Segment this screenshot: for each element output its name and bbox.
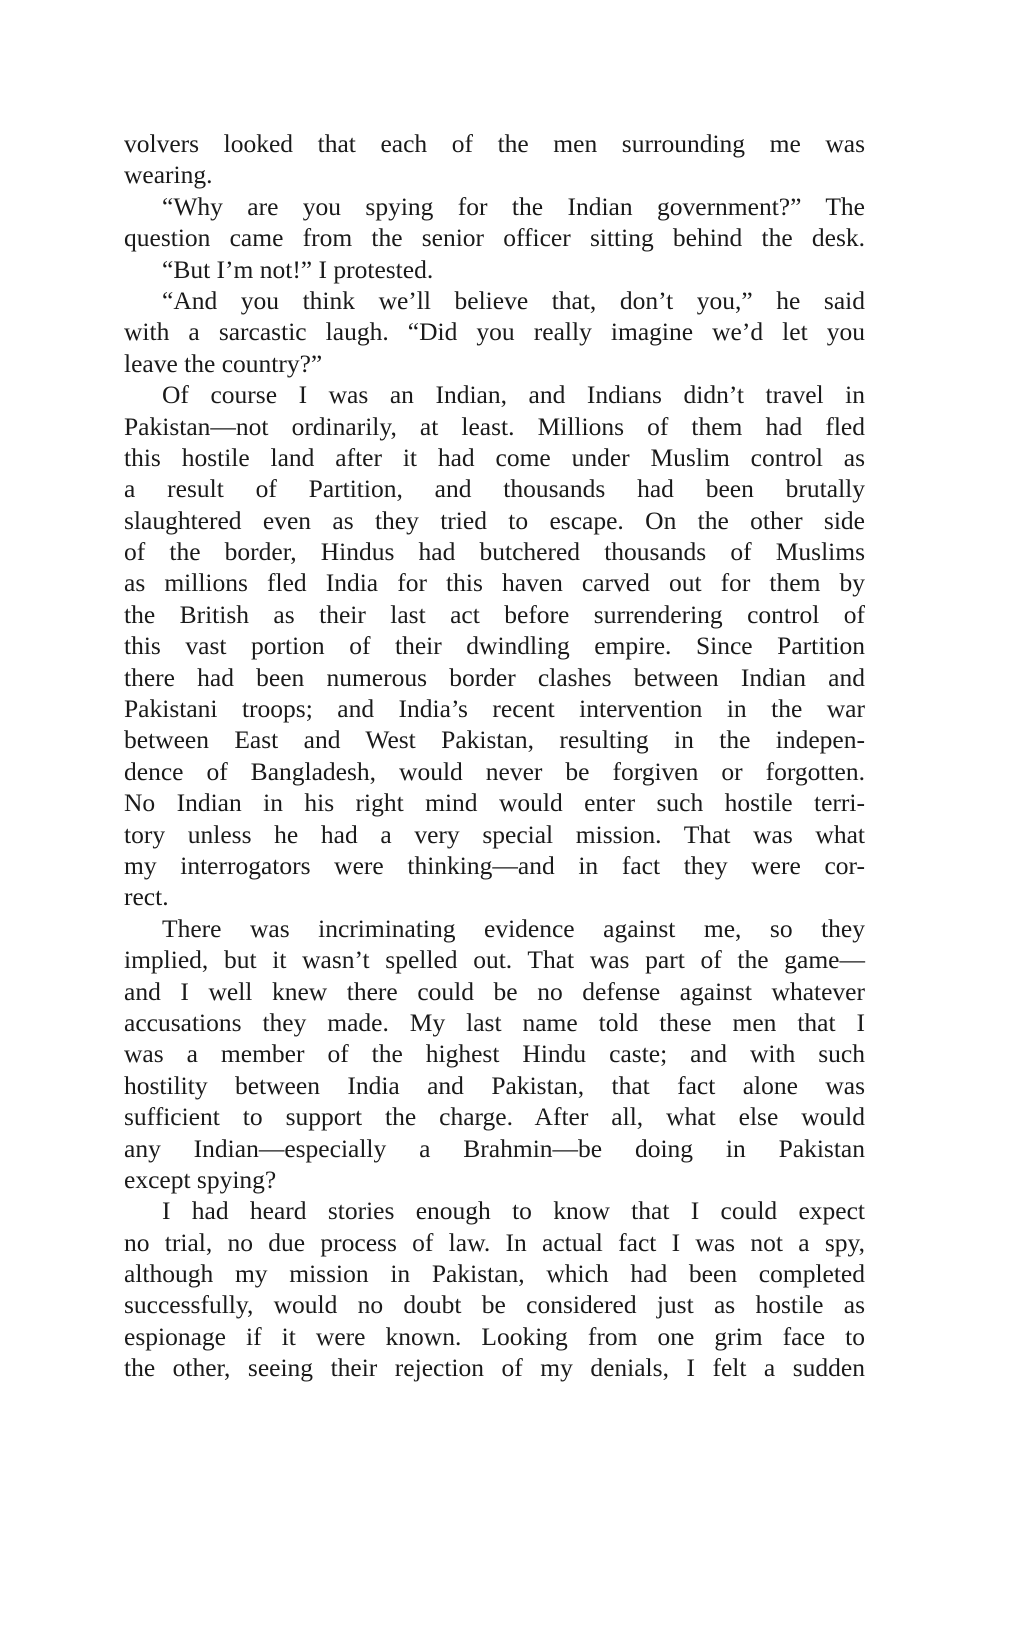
text-line: my interrogators were thinking—and in fact they were cor- <box>124 850 865 880</box>
text-line: “And you think we’ll believe that, don’t you,” he said <box>162 285 865 315</box>
text-line: “But I’m not!” I protested. <box>162 254 434 284</box>
text-line: between East and West Pakistan, resulting in the indepen- <box>124 725 865 755</box>
text-line: There was incriminating evidence against me, so they <box>162 913 865 943</box>
text-line: of the border, Hindus had butchered thousands of Muslims <box>124 537 865 567</box>
text-line: this vast portion of their dwindling empire. Since Partition <box>124 631 865 661</box>
text-line: a result of Partition, and thousands had been brutally <box>124 474 865 504</box>
text-line: was a member of the highest Hindu caste; and with such <box>124 1039 865 1069</box>
text-line: hostility between India and Pakistan, that fact alone was <box>124 1070 865 1100</box>
text-line: this hostile land after it had come under Muslim control as <box>124 442 865 472</box>
text-line: rect. <box>124 882 169 912</box>
text-line: wearing. <box>124 160 213 190</box>
text-line: espionage if it were known. Looking from one grim face to <box>124 1321 865 1351</box>
text-line: no trial, no due process of law. In actual fact I was not a spy, <box>124 1227 865 1257</box>
text-line: as millions fled India for this haven carved out for them by <box>124 568 865 598</box>
text-line: the British as their last act before surrendering control of <box>124 599 865 629</box>
text-line: although my mission in Pakistan, which had been completed <box>124 1259 865 1289</box>
text-line: No Indian in his right mind would enter such hostile terri- <box>124 788 865 818</box>
text-line: Pakistan—not ordinarily, at least. Millions of them had fled <box>124 411 865 441</box>
body-text <box>124 128 865 1384</box>
text-line: implied, but it wasn’t spelled out. That was part of the game— <box>124 945 865 975</box>
text-line: dence of Bangladesh, would never be forgiven or forgotten. <box>124 756 865 786</box>
text-line: successfully, would no doubt be considered just as hostile as <box>124 1290 865 1320</box>
text-line: Of course I was an Indian, and Indians didn’t travel in <box>162 380 865 410</box>
text-line: volvers looked that each of the men surrounding me was <box>124 129 865 158</box>
text-line: tory unless he had a very special mission. That was what <box>124 819 865 849</box>
text-line: question came from the senior officer sitting behind the desk. <box>124 223 865 253</box>
text-line: Pakistani troops; and India’s recent intervention in the war <box>124 694 865 724</box>
text-line: slaughtered even as they tried to escape. On the other side <box>124 505 865 535</box>
text-line: sufficient to support the charge. After all, what else would <box>124 1102 865 1132</box>
text-line: leave the country?” <box>124 348 323 378</box>
text-line: there had been numerous border clashes between Indian and <box>124 662 865 692</box>
text-line: accusations they made. My last name told these men that I <box>124 1007 865 1037</box>
text-line: except spying? <box>124 1164 277 1194</box>
text-line: any Indian—especially a Brahmin—be doing in Pakistan <box>124 1133 865 1163</box>
text-line: I had heard stories enough to know that I could expect <box>162 1196 865 1226</box>
text-line: with a sarcastic laugh. “Did you really imagine we’d let you <box>124 317 865 347</box>
text-line: the other, seeing their rejection of my denials, I felt a sudden <box>124 1353 865 1383</box>
text-line: and I well knew there could be no defense against whatever <box>124 976 865 1006</box>
text-line: “Why are you spying for the Indian government?” The <box>162 191 865 221</box>
